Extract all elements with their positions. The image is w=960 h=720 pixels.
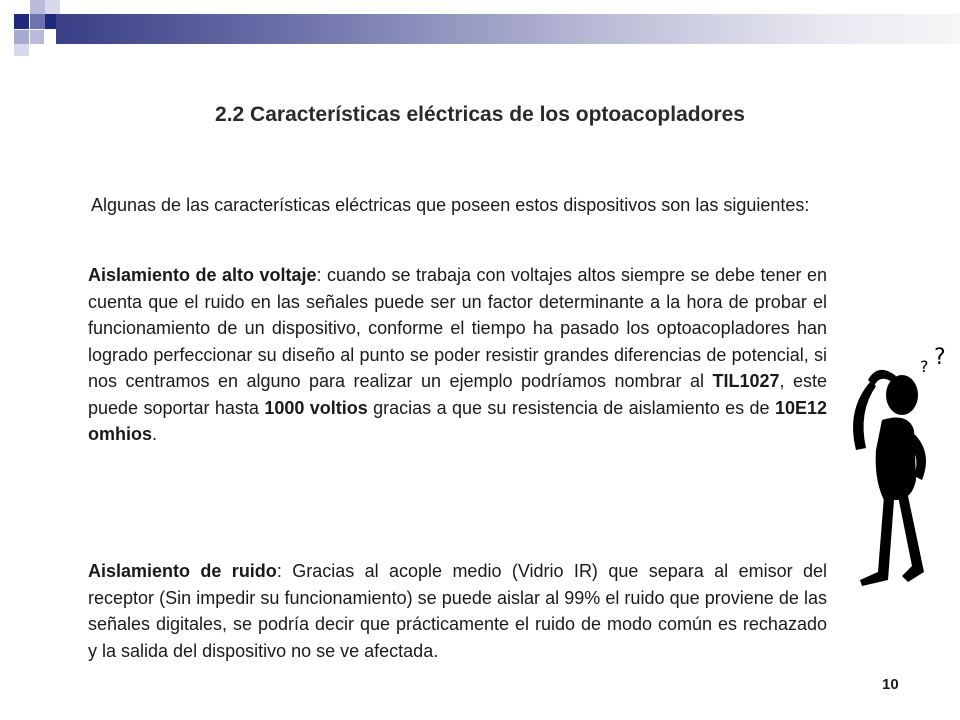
paragraph-high-voltage	[88, 262, 827, 448]
page-number: 10	[882, 676, 899, 693]
question-mark-large: ?	[934, 345, 946, 370]
question-mark-small: ?	[920, 357, 929, 376]
paragraph-noise	[88, 558, 827, 664]
paragraph-heading: Aislamiento de alto voltaje	[88, 265, 317, 285]
resistance-value: 10E12 omhios	[88, 397, 827, 444]
model-name: TIL1027	[712, 371, 780, 391]
corner-square-light	[14, 30, 29, 44]
corner-square-light	[30, 0, 45, 14]
paragraph-text: gracias a que su resistencia de aislamiento es de	[367, 397, 775, 418]
paragraph-text: .	[152, 424, 158, 444]
corner-square-dark	[30, 14, 45, 29]
corner-square-light	[14, 44, 29, 56]
intro-text: Algunas de las características eléctricas que poseen estos dispositivos son las siguientes:	[91, 195, 810, 215]
corner-square-light	[45, 0, 60, 14]
corner-square-dark	[14, 14, 29, 29]
paragraph-heading: Aislamiento de ruido	[88, 561, 277, 581]
header-gradient-bar	[56, 14, 960, 44]
slide-title: 2.2 Características eléctricas de los optoacopladores	[215, 103, 745, 126]
corner-square-light	[30, 30, 44, 44]
voltage-value: 1000 voltios	[264, 397, 368, 418]
thinking-figure-illustration	[838, 340, 956, 590]
paragraph-text: : cuando se trabaja con voltajes altos siempre se debe tener en cuenta que el ruido en las señales puede ser un factor determinante a la hora de probar el funcionamiento de un dispositivo, conforme el tiempo ha pasado los optoacopladores han logrado perfeccionar su diseño al punto se poder resistir grandes diferencias de potencial, si nos centramos en alguno para realizar un ejemplo podríamos nombrar al	[88, 265, 827, 391]
paragraph-text: , este puede soportar hasta	[88, 371, 827, 418]
paragraph-text: : Gracias al acople medio (Vidrio IR) que separa al emisor del receptor (Sin impedir su funcionamiento) se puede aislar al 99% el ruido que proviene de las señales digitales, se podría decir que prácticamente el ruido de modo común es rechazado y la salida del dispositivo no se ve afectada.	[88, 561, 827, 661]
